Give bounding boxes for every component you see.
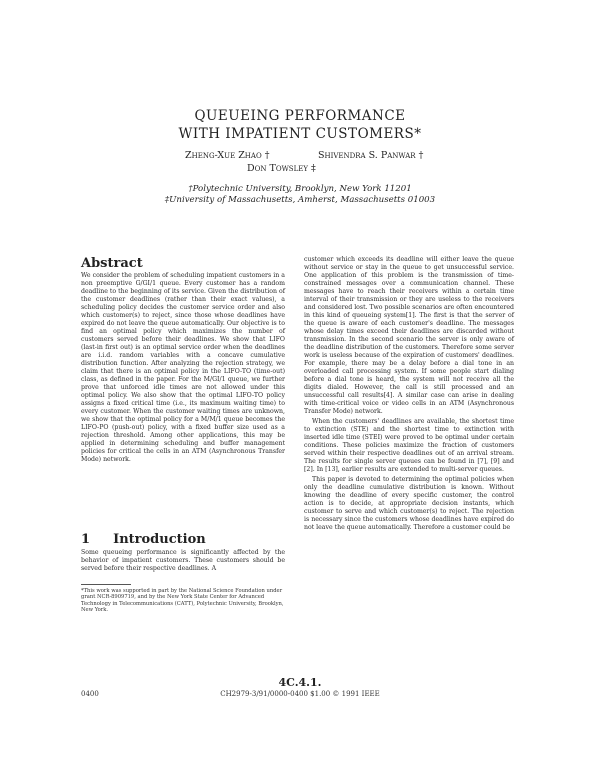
- author-towsley: Don Towsley ‡: [247, 163, 316, 174]
- introduction-paragraph: Some queueing performance is significantly affected by the behavior of impatient customers. These customers should be served before their respective deadlines. A: [81, 549, 285, 572]
- abstract-heading: Abstract: [81, 256, 143, 271]
- affiliation-umass: ‡University of Massachusetts, Amherst, Massachusetts 01003: [164, 195, 436, 205]
- introduction-body: [81, 549, 285, 573]
- introduction-heading-number: 1: [81, 532, 91, 547]
- footer-page-code: 0400: [81, 690, 99, 698]
- right-column-body: [304, 256, 514, 532]
- right-column-paragraph-1: customer which exceeds its deadline will either leave the queue without service or stay in the queue to get unsuccessful service. One application of this problem is the transmission of time-constrained messages over a communication channel. These messages have to reach their receivers within a certain time interval of their transmission or they are useless to the receivers and considered lost. Two possible scenarios are often encountered in this kind of queueing system[1]. The first is that the server of the queue is aware of each customer's deadline. The messages whose delay times exceed their deadlines are discarded without transmission. In the second scenario the server is only aware of the deadline distribution of the customers. Therefore some server work is useless because of the expiration of customers' deadlines. For example, there may be a delay before a dial tone in an overloaded call processing system. If some people start dialing before a dial tone is heard, the system will not receive all the digits dialed. However, the call is still processed and an unsuccessful call results[4]. A similar case can arise in dealing with time-critical voice or video cells in an ATM (Asynchronous Transfer Mode) network.: [304, 256, 514, 415]
- right-column-paragraph-2: When the customers' deadlines are available, the shortest time to extinction (STE) and the shortest time to extinction with inserted idle time (STEI) were proved to be optimal under certain conditions. These policies maximize the fraction of customers served within their respective deadlines out of an arrival stream. The results for single server queues can be found in [7], [9] and [2]. In [13], earlier results are extended to multi-server queues.: [304, 418, 514, 473]
- paper-title-line-2: WITH IMPATIENT CUSTOMERS*: [178, 126, 422, 142]
- affiliation-polytechnic: †Polytechnic University, Brooklyn, New York 11201: [188, 184, 412, 194]
- page-number: 4C.4.1.: [278, 676, 322, 689]
- footnote-rule: [81, 584, 131, 585]
- introduction-heading-text: Introduction: [113, 532, 206, 547]
- introduction-heading: [81, 532, 206, 547]
- right-column-paragraph-3: This paper is devoted to determining the optimal policies when only the deadline cumulative distribution is known. Without knowing the deadline of every specific customer, the control action is to decide, at appropriate decision instants, which customer to serve and which customer(s) to reject. The rejection is necessary since the customers whose deadlines have expired do not leave the queue automatically. Therefore a customer could be: [304, 476, 514, 531]
- paper-title-line-1: QUEUEING PERFORMANCE: [194, 108, 406, 124]
- abstract-body: [81, 272, 285, 464]
- author-zhao: Zheng-Xue Zhao †: [185, 150, 270, 161]
- footnote: *This work was supported in part by the National Science Foundation under grant NCR-8909719, and by the New York State Center for Advanced Technology in Telecommunications (CATT), Polytechnic University, Brooklyn, New York.: [81, 588, 284, 614]
- abstract-paragraph: We consider the problem of scheduling impatient customers in a non preemptive G/GI/1 queue. Every customer has a random deadline to the beginning of its service. Given the distribution of the customer deadlines (rather than their exact values), a scheduling policy decides the customer service order and also which customer(s) to reject, since those whose deadlines have expired do not leave the queue automatically. Our objective is to find an optimal policy which maximizes the number of customers served before their deadlines. We show that LIFO (last-in first out) is an optimal service order when the deadlines are i.i.d. random variables with a concave cumulative distribution function. After analyzing the rejection strategy, we claim that there is an optimal policy in the LIFO-TO (time-out) class, as defined in the paper. For the M/GI/1 queue, we further prove that unforced idle times are not allowed under this optimal policy. We also show that the optimal LIFO-TO policy assigns a fixed critical time (i.e., its maximum waiting time) to every customer. When the customer waiting times are unknown, we show that the optimal policy for a M/M/1 queue becomes the LIFO-PO (push-out) policy, with a fixed buffer size used as a rejection threshold. Among other applications, this may be applied in determining scheduling and buffer management policies for critical the cells in an ATM (Asynchronous Transfer Mode) network.: [81, 272, 285, 463]
- author-panwar: Shivendra S. Panwar †: [318, 150, 424, 161]
- footer-copyright: CH2979-3/91/0000-0400 $1.00 © 1991 IEEE: [220, 690, 380, 698]
